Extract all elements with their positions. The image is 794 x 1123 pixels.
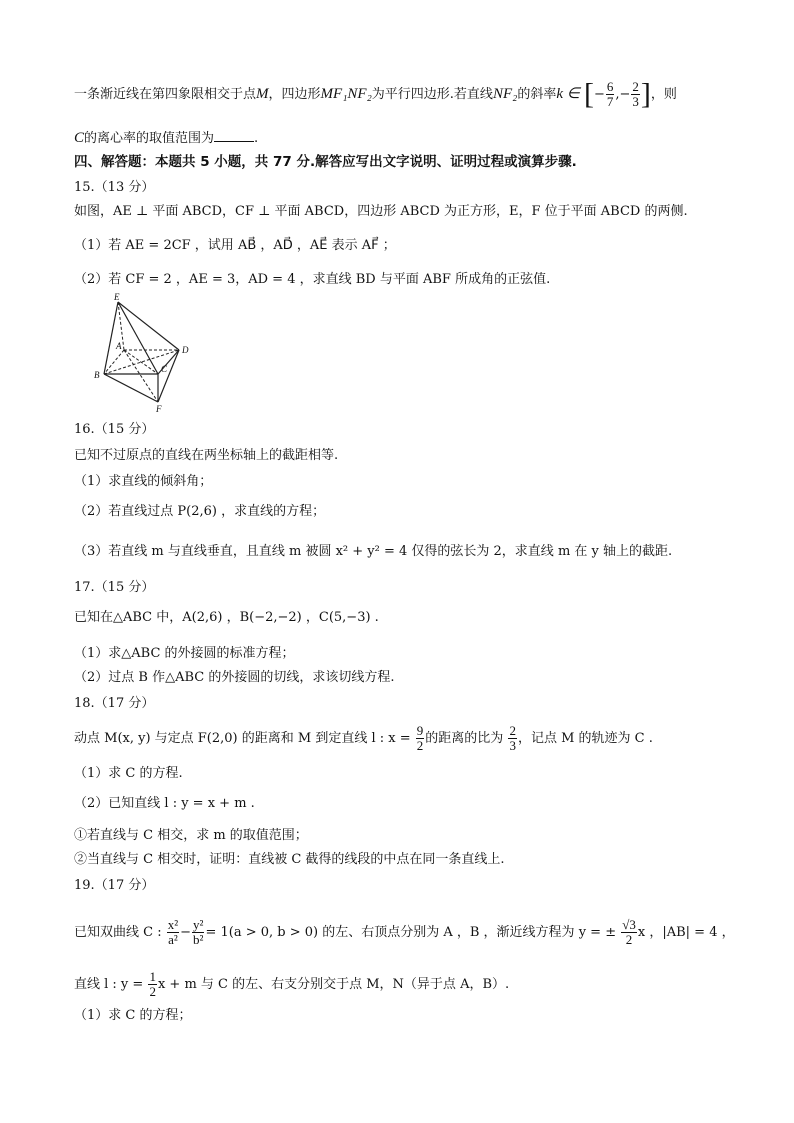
question-19-line: 直线 l : y = $\frac{1}{2}$ x + m 与 C 的左、右支分别交于点 M，N（异于点 A，B）. xyxy=(74,969,510,999)
question-19-part-1: （1）求 C 的方程； xyxy=(74,1008,192,1023)
question-15-heading: 15.（13 分） xyxy=(74,180,155,195)
fraction-one-half: $\frac{1}{2}$ xyxy=(149,969,156,999)
label-C: C xyxy=(161,364,168,374)
question-18-part-2-a: ①若直线与 C 相交，求 m 的取值范围； xyxy=(74,828,308,843)
label-E: E xyxy=(114,292,120,302)
question-15-part-2: （2）若 CF = 2 ，AE = 3，AD = 4 ，求直线 BD 与平面 ABF 所成角的正弦值. xyxy=(74,272,551,287)
question-18-part-1: （1）求 C 的方程. xyxy=(74,766,183,781)
question-16-part-1: （1）求直线的倾斜角； xyxy=(74,474,213,489)
right-bracket: ] xyxy=(640,77,651,111)
question-17-part-1: （1）求△ABC 的外接圆的标准方程； xyxy=(74,646,295,661)
edge-AC xyxy=(124,350,158,374)
edge-EB xyxy=(104,302,118,374)
fraction-sqrt3-over-2: $\frac{√3}{2}$ xyxy=(622,917,636,947)
fraction-two-thirds-ratio: $\frac{2}{3}$ xyxy=(509,723,516,753)
label-D: D xyxy=(182,345,189,355)
question-18-part-2-b: ②当直线与 C 相交时，证明：直线被 C 截得的线段的中点在同一条直线上. xyxy=(74,852,505,867)
question-18-heading: 18.（17 分） xyxy=(74,696,155,711)
question-16-part-2: （2）若直线过点 P(2,6) ，求直线的方程； xyxy=(74,504,326,519)
fraction-two-thirds: $\frac{2}{3}$ xyxy=(632,79,639,109)
question-18-part-2: （2）已知直线 l : y = x + m . xyxy=(74,796,255,811)
question-18-stem: 动点 M(x, y) 与定点 F(2,0) 的距离和 M 到定直线 l : x = $\frac{9}{2}$ 的距离的比为 $\frac{2}{3}$ ，记点 M 的轨迹为 C . xyxy=(74,723,653,753)
section-heading: 四、解答题：本题共 5 小题，共 77 分.解答应写出文字说明、证明过程或演算步骤. xyxy=(74,154,577,170)
text-line-2: C的离心率的取值范围为 . xyxy=(74,130,259,146)
question-17-heading: 17.（15 分） xyxy=(74,580,155,595)
question-19-stem: 已知双曲线 C : $\frac{\text{x²}}{\text{a²}}$ − $\frac{\text{y²}}{\text{b²}}$ = 1(a > 0, b > 0) 的左、右顶点分别为 A ，B ，渐近线方程为 y = ± $\frac{√3}{2}$ x ，|AB| = 4 ， xyxy=(74,917,735,947)
question-17-stem: 已知在△ABC 中，A(2,6) ，B(−2,−2) ，C(5,−3) . xyxy=(74,610,379,625)
left-bracket: [ xyxy=(583,77,594,111)
label-B: B xyxy=(94,370,100,380)
edge-ED xyxy=(118,302,179,350)
question-16-heading: 16.（15 分） xyxy=(74,422,155,437)
edge-DF xyxy=(158,350,179,402)
fraction-six-sevenths: $\frac{6}{7}$ xyxy=(606,79,614,109)
question-15-part-1: （1）若 AE = 2CF ，试用 AB⃗ ，AD⃗ ，AE⃗ 表示 AF⃗ ； xyxy=(74,238,396,253)
question-19-heading: 19.（17 分） xyxy=(74,878,155,893)
question-16-part-3: （3）若直线 m 与直线垂直，且直线 m 被圆 x² + y² = 4 仅得的弦长为 2，求直线 m 在 y 轴上的截距. xyxy=(74,544,673,559)
question-15-stem: 如图，AE ⊥ 平面 ABCD，CF ⊥ 平面 ABCD，四边形 ABCD 为正方形，E，F 位于平面 ABCD 的两侧. xyxy=(74,204,688,219)
fraction-x2-a2: $\frac{\text{x²}}{\text{a²}}$ xyxy=(167,917,179,947)
label-F: F xyxy=(156,404,162,414)
label-A: A xyxy=(116,341,122,351)
fraction-y2-b2: $\frac{\text{y²}}{\text{b²}}$ xyxy=(193,917,204,947)
edge-BF xyxy=(104,374,158,402)
geometry-figure xyxy=(84,292,196,414)
answer-blank[interactable] xyxy=(214,129,254,142)
edge-AF xyxy=(124,350,158,402)
text-line-1: 一条渐近线在第四象限相交于点M，四边形MF₁NF₂为平行四边形.若直线NF₂的斜率k ∈ [− $\frac{6}{7}$ ,− $\frac{2}{3}$ ]，则 xyxy=(74,77,677,111)
question-16-stem: 已知不过原点的直线在两坐标轴上的截距相等. xyxy=(74,448,339,463)
fraction-nine-halves: $\frac{9}{2}$ xyxy=(416,723,424,753)
question-17-part-2: （2）过点 B 作△ABC 的外接圆的切线，求该切线方程. xyxy=(74,670,395,685)
